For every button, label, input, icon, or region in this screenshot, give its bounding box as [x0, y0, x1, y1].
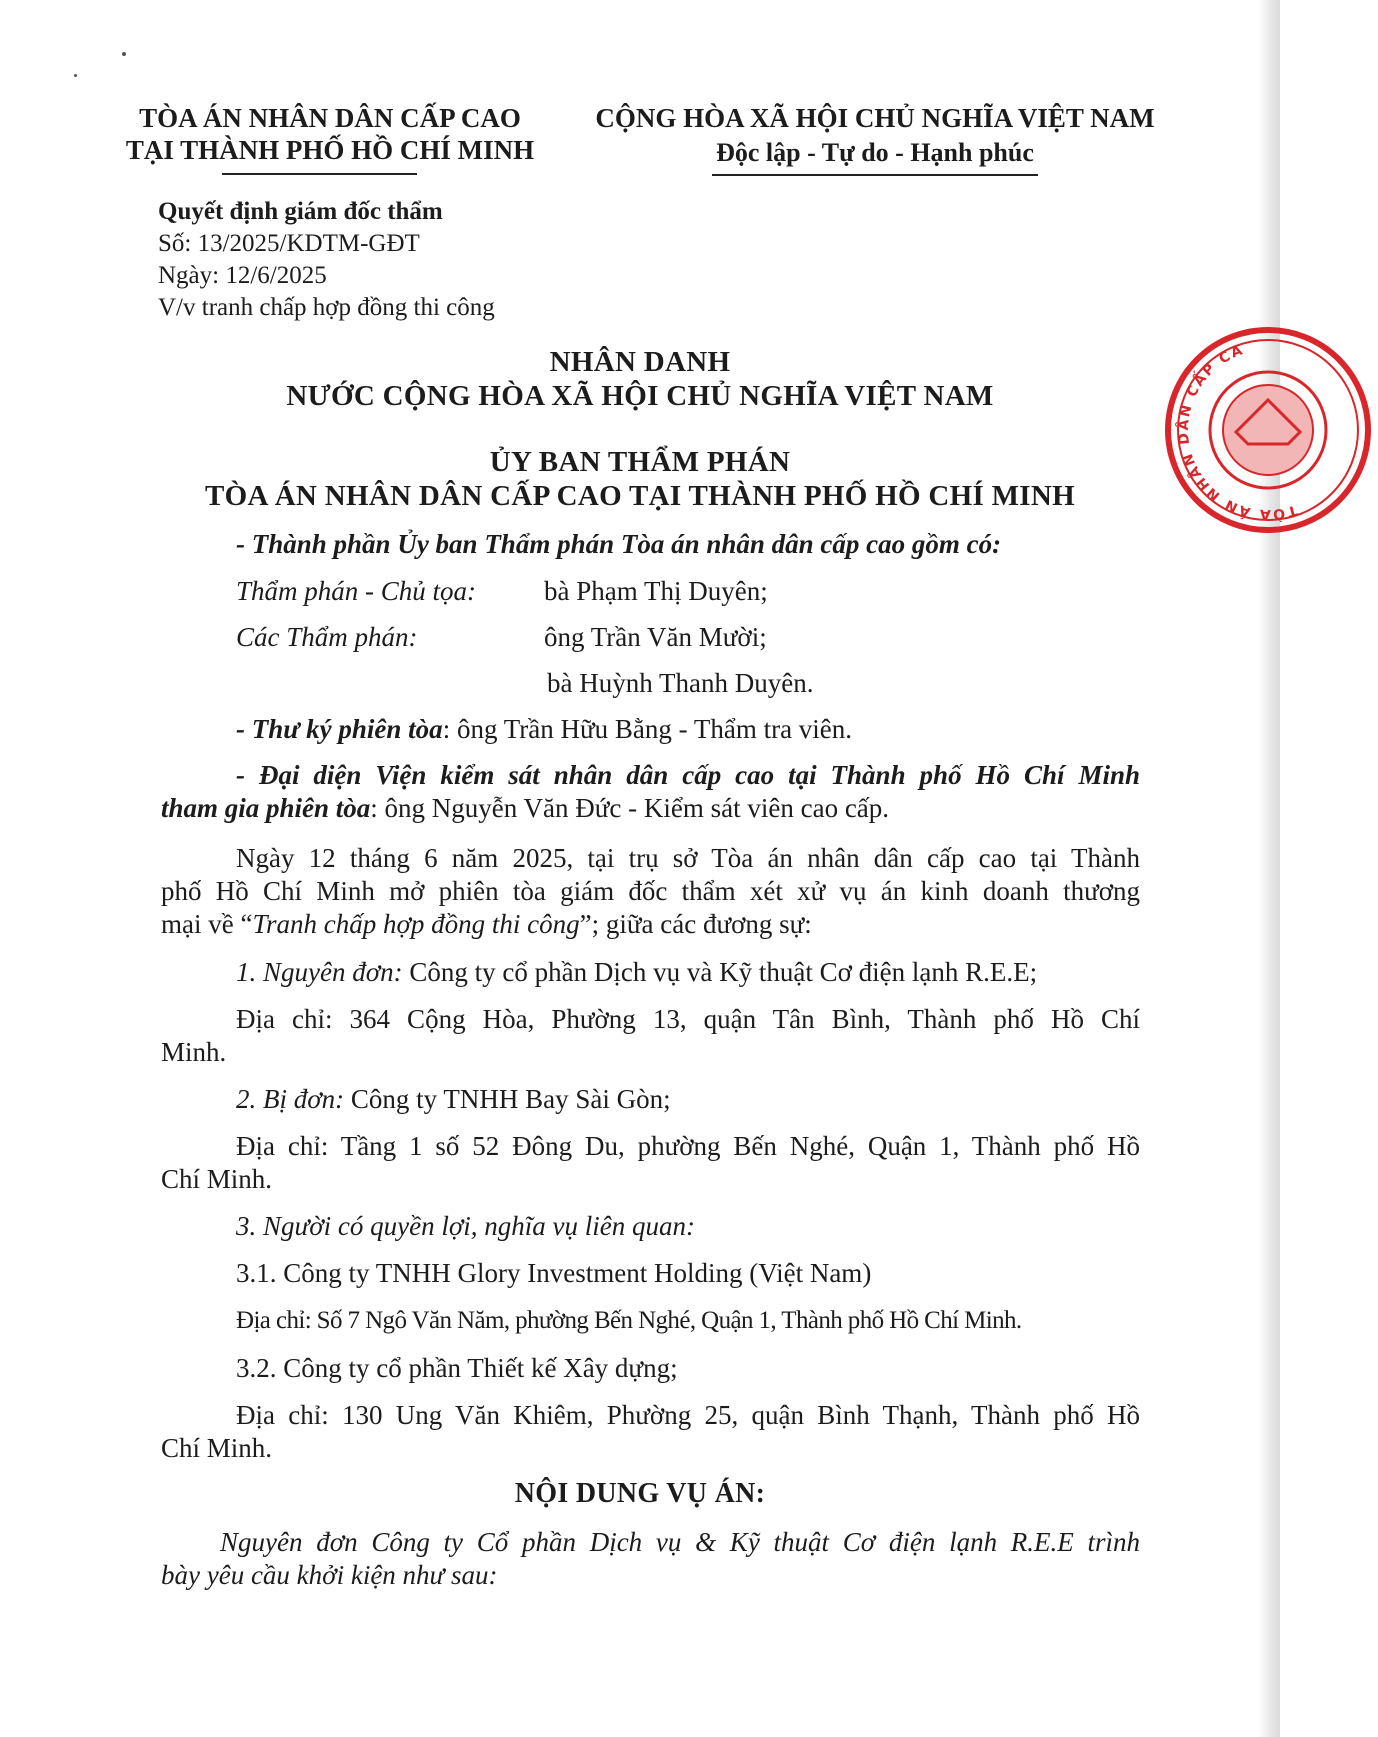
- defendant-label: 2. Bị đơn:: [236, 1084, 345, 1114]
- svg-text:TÒA ÁN NHÂN DÂN CẤP CAO: TÒA ÁN NHÂN DÂN CẤP CAO: [1175, 341, 1299, 523]
- related-party-1-name: 3.1. Công ty TNHH Glory Investment Holding (Việt Nam): [236, 1258, 872, 1288]
- decision-date: Ngày: 12/6/2025: [158, 262, 327, 289]
- related-party-2-address-line1: Địa chỉ: 130 Ung Văn Khiêm, Phường 25, quận Bình Thạnh, Thành phố Hồ: [236, 1400, 1140, 1430]
- scan-speck: [122, 52, 126, 56]
- court-name-line1: TÒA ÁN NHÂN DÂN CẤP CAO: [139, 103, 521, 133]
- page-edge-shadow: [1258, 0, 1280, 1737]
- presiding-judge-label: Thẩm phán - Chủ tọa:: [236, 576, 477, 606]
- header-left-underline: [222, 173, 417, 175]
- judge-2-name: bà Huỳnh Thanh Duyên.: [547, 668, 814, 698]
- decision-subject: V/v tranh chấp hợp đồng thi công: [158, 294, 495, 321]
- country-name: CỘNG HÒA XÃ HỘI CHỦ NGHĨA VIỆT NAM: [595, 103, 1155, 133]
- header-right-underline: [712, 174, 1038, 176]
- clerk-line: [236, 714, 852, 745]
- related-party-2-name: 3.2. Công ty cổ phần Thiết kế Xây dựng;: [236, 1353, 678, 1383]
- session-line1: Ngày 12 tháng 6 năm 2025, tại trụ sở Tòa án nhân dân cấp cao tại Thành: [236, 843, 1140, 873]
- court-name-line2: TẠI THÀNH PHỐ HỒ CHÍ MINH: [125, 135, 535, 165]
- case-content-heading: NỘI DUNG VỤ ÁN:: [514, 1478, 766, 1509]
- related-parties-label: 3. Người có quyền lợi, nghĩa vụ liên quan:: [236, 1211, 695, 1241]
- case-type: Tranh chấp hợp đồng thi công: [252, 909, 580, 939]
- session-line3-post: ”; giữa các đương sự:: [579, 909, 812, 939]
- related-party-2-address-line2: Chí Minh.: [161, 1433, 273, 1463]
- session-line3-pre: mại về “: [161, 909, 253, 939]
- session-line3: [161, 909, 812, 940]
- plaintiff-label: 1. Nguyên đơn:: [236, 957, 403, 987]
- national-motto: Độc lập - Tự do - Hạnh phúc: [716, 138, 1034, 167]
- plaintiff-line: [236, 957, 1037, 988]
- judge-1-name: ông Trần Văn Mười;: [544, 622, 767, 652]
- clerk-label: - Thư ký phiên tòa: [236, 714, 443, 744]
- republic-name: NƯỚC CỘNG HÒA XÃ HỘI CHỦ NGHĨA VIỆT NAM: [286, 380, 994, 412]
- clerk-value: : ông Trần Hữu Bằng - Thẩm tra viên.: [442, 714, 853, 744]
- procurator-label-line1: - Đại diện Viện kiểm sát nhân dân cấp cao tại Thành phố Hồ Chí Minh: [236, 760, 1140, 790]
- judges-label: Các Thẩm phán:: [236, 622, 418, 652]
- case-content-line1: Nguyên đơn Công ty Cổ phần Dịch vụ & Kỹ thuật Cơ điện lạnh R.E.E trình: [220, 1527, 1140, 1557]
- plaintiff-address-line2: Minh.: [161, 1037, 227, 1067]
- court-full-name: TÒA ÁN NHÂN DÂN CẤP CAO TẠI THÀNH PHỐ HỒ CHÍ MINH: [205, 480, 1075, 512]
- council-title: ỦY BAN THẨM PHÁN: [489, 446, 791, 478]
- session-line2: phố Hồ Chí Minh mở phiên tòa giám đốc thẩm xét xử vụ án kinh doanh thương: [161, 876, 1140, 906]
- decision-number: Số: 13/2025/KDTM-GĐT: [158, 230, 420, 257]
- defendant-address-line2: Chí Minh.: [161, 1164, 273, 1194]
- case-content-line2: bày yêu cầu khởi kiện như sau:: [161, 1560, 498, 1590]
- panel-intro: - Thành phần Ủy ban Thẩm phán Tòa án nhân dân cấp cao gồm có:: [236, 529, 1002, 559]
- procurator-line2: [161, 793, 889, 824]
- defendant-line: [236, 1084, 671, 1115]
- plaintiff-address-line1: Địa chỉ: 364 Cộng Hòa, Phường 13, quận Tân Bình, Thành phố Hồ Chí: [236, 1004, 1140, 1034]
- procurator-label-line2: tham gia phiên tòa: [161, 793, 371, 823]
- scan-speck: [74, 74, 77, 77]
- in-the-name-of: NHÂN DANH: [549, 346, 731, 378]
- defendant-name: Công ty TNHH Bay Sài Gòn;: [344, 1084, 671, 1114]
- plaintiff-name: Công ty cổ phần Dịch vụ và Kỹ thuật Cơ điện lạnh R.E.E;: [402, 957, 1038, 987]
- related-party-1-address: Địa chỉ: Số 7 Ngô Văn Năm, phường Bến Nghé, Quận 1, Thành phố Hồ Chí Minh.: [236, 1307, 1022, 1334]
- decision-title: Quyết định giám đốc thẩm: [158, 198, 443, 225]
- presiding-judge-name: bà Phạm Thị Duyên;: [544, 576, 768, 606]
- procurator-value: : ông Nguyễn Văn Đức - Kiểm sát viên cao cấp.: [370, 793, 890, 823]
- defendant-address-line1: Địa chỉ: Tầng 1 số 52 Đông Du, phường Bến Nghé, Quận 1, Thành phố Hồ: [236, 1131, 1140, 1161]
